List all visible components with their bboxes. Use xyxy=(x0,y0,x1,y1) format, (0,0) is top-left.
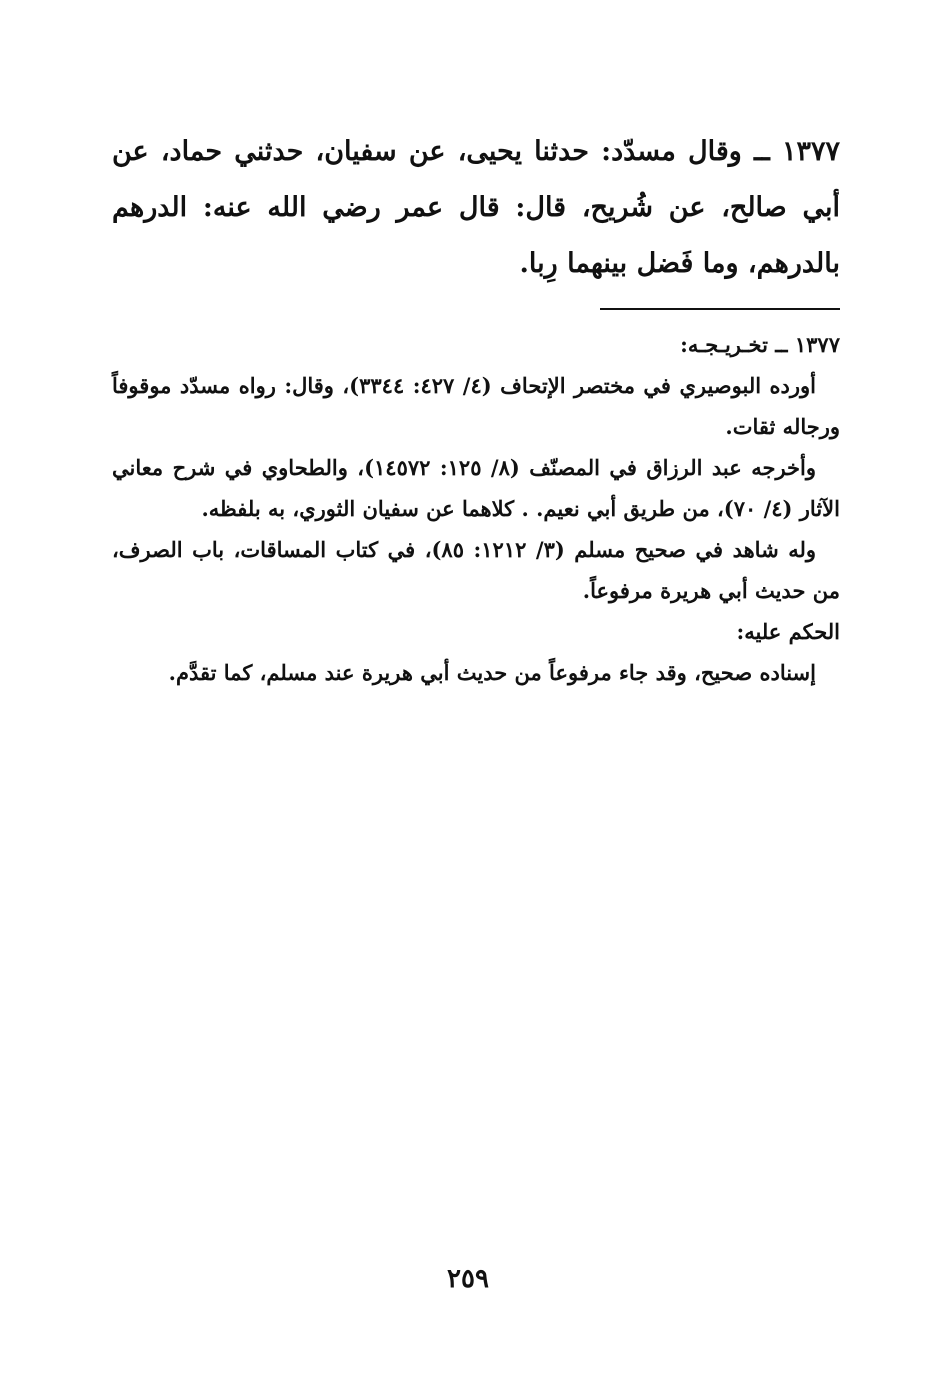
hadith-paragraph xyxy=(112,124,840,292)
footnote-separator xyxy=(600,308,840,310)
footnotes-section xyxy=(112,324,840,693)
hadith-number: ١٣٧٧ ــ xyxy=(753,136,840,167)
page-number: ٢٥٩ xyxy=(447,1264,489,1294)
ruling-heading: الحكم عليه: xyxy=(736,619,840,644)
hadith-text: وقال مسدّد: حدثنا يحيى، عن سفيان، حدثني حماد، عن أبي صالح، عن شُريح، قال: قال عمر رضي الله عنه: الدرهم بالدرهم، وما فَضل بينهما رِبا. xyxy=(112,136,840,279)
takhrij-paragraph-3: وله شاهد في صحيح مسلم (٣/ ١٢١٢: ٨٥)، في كتاب المساقات، باب الصرف، من حديث أبي هريرة مرفوعاً. xyxy=(112,537,840,603)
ruling-paragraph: إسناده صحيح، وقد جاء مرفوعاً من حديث أبي هريرة عند مسلم، كما تقدَّم. xyxy=(168,660,816,685)
takhrij-heading: ١٣٧٧ ــ تخـريـجـه: xyxy=(680,332,840,357)
takhrij-paragraph-2: وأخرجه عبد الرزاق في المصنّف (٨/ ١٢٥: ١٤٥٧٢)، والطحاوي في شرح معاني الآثار (٤/ ٧٠)، من طريق أبي نعيم. . كلاهما عن سفيان الثوري، به بلفظه. xyxy=(112,455,840,521)
takhrij-paragraph-1: أورده البوصيري في مختصر الإتحاف (٤/ ٤٢٧: ٣٣٤٤)، وقال: رواه مسدّد موقوفاً ورجاله ثقات. xyxy=(112,373,840,439)
